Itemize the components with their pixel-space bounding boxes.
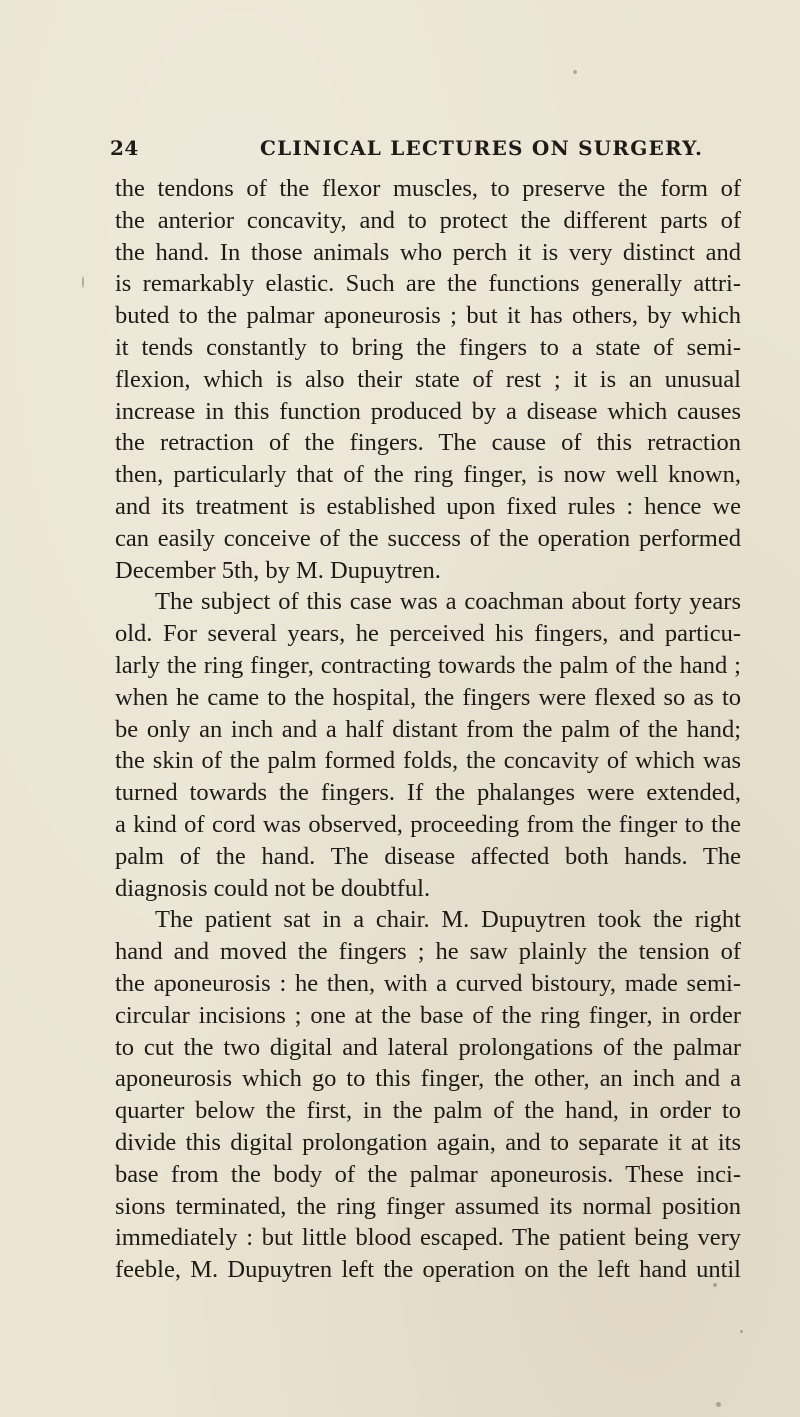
text-line: is remarkably elastic. Such are the functions generally attri-: [115, 270, 741, 298]
text-line: can easily conceive of the success of the operation performed: [115, 524, 741, 552]
text-line: the anterior concavity, and to protect the different parts of: [115, 206, 741, 234]
text-line: feeble, M. Dupuytren left the operation on the left hand until: [115, 1256, 741, 1284]
text-line: a kind of cord was observed, proceeding from the finger to the: [115, 810, 741, 838]
text-line: it tends constantly to bring the fingers to a state of semi-: [115, 333, 741, 361]
text-line: hand and moved the fingers ; he saw plainly the tension of: [115, 938, 741, 966]
text-line: then, particularly that of the ring finger, is now well known,: [115, 461, 741, 489]
paragraph-start-line: The patient sat in a chair. M. Dupuytren took the right: [155, 906, 741, 934]
text-line: sions terminated, the ring finger assumed its normal position: [115, 1192, 741, 1220]
text-line: the skin of the palm formed folds, the concavity of which was: [115, 747, 741, 775]
text-line: old. For several years, he perceived his fingers, and particu-: [115, 620, 741, 648]
text-line: when he came to the hospital, the fingers were flexed so as to: [115, 683, 741, 711]
text-line: the tendons of the flexor muscles, to preserve the form of: [115, 175, 741, 202]
text-line: quarter below the first, in the palm of the hand, in order to: [115, 1097, 741, 1125]
text-line: diagnosis could not be doubtful.: [115, 874, 431, 902]
ink-speck: [82, 276, 84, 288]
text-line: divide this digital prolongation again, and to separate it at its: [115, 1128, 741, 1156]
body-text: [115, 173, 741, 1286]
text-line: the hand. In those animals who perch it is very distinct and: [115, 238, 741, 266]
running-head: [110, 136, 750, 168]
text-line: base from the body of the palmar aponeurosis. These inci-: [115, 1160, 741, 1188]
paragraph-start-line: The subject of this case was a coachman about forty years: [155, 588, 741, 616]
text-line: turned towards the fingers. If the phalanges were extended,: [115, 779, 741, 807]
text-line: December 5th, by M. Dupuytren.: [115, 556, 441, 584]
text-line: flexion, which is also their state of rest ; it is an unusual: [115, 365, 741, 393]
ink-speck: [716, 1402, 721, 1407]
text-line: the retraction of the fingers. The cause of this retraction: [115, 429, 741, 457]
ink-speck: [573, 70, 577, 74]
text-line: be only an inch and a half distant from the palm of the hand;: [115, 715, 741, 743]
text-line: circular incisions ; one at the base of the ring finger, in order: [115, 1001, 741, 1029]
text-line: to cut the two digital and lateral prolongations of the palmar: [115, 1033, 741, 1061]
text-line: larly the ring finger, contracting towards the palm of the hand ;: [115, 651, 741, 679]
text-line: increase in this function produced by a disease which causes: [115, 397, 741, 425]
ink-speck: [713, 1283, 717, 1287]
text-line: buted to the palmar aponeurosis ; but it has others, by which: [115, 302, 741, 330]
page-number: 24: [110, 136, 139, 160]
ink-speck: [740, 1330, 743, 1333]
running-title: CLINICAL LECTURES ON SURGERY.: [260, 136, 704, 160]
text-line: and its treatment is established upon fixed rules : hence we: [115, 492, 741, 520]
text-line: the aponeurosis : he then, with a curved bistoury, made semi-: [115, 969, 741, 997]
text-line: palm of the hand. The disease affected both hands. The: [115, 842, 741, 870]
text-line: immediately : but little blood escaped. The patient being very: [115, 1224, 741, 1252]
text-line: aponeurosis which go to this finger, the other, an inch and a: [115, 1065, 741, 1093]
